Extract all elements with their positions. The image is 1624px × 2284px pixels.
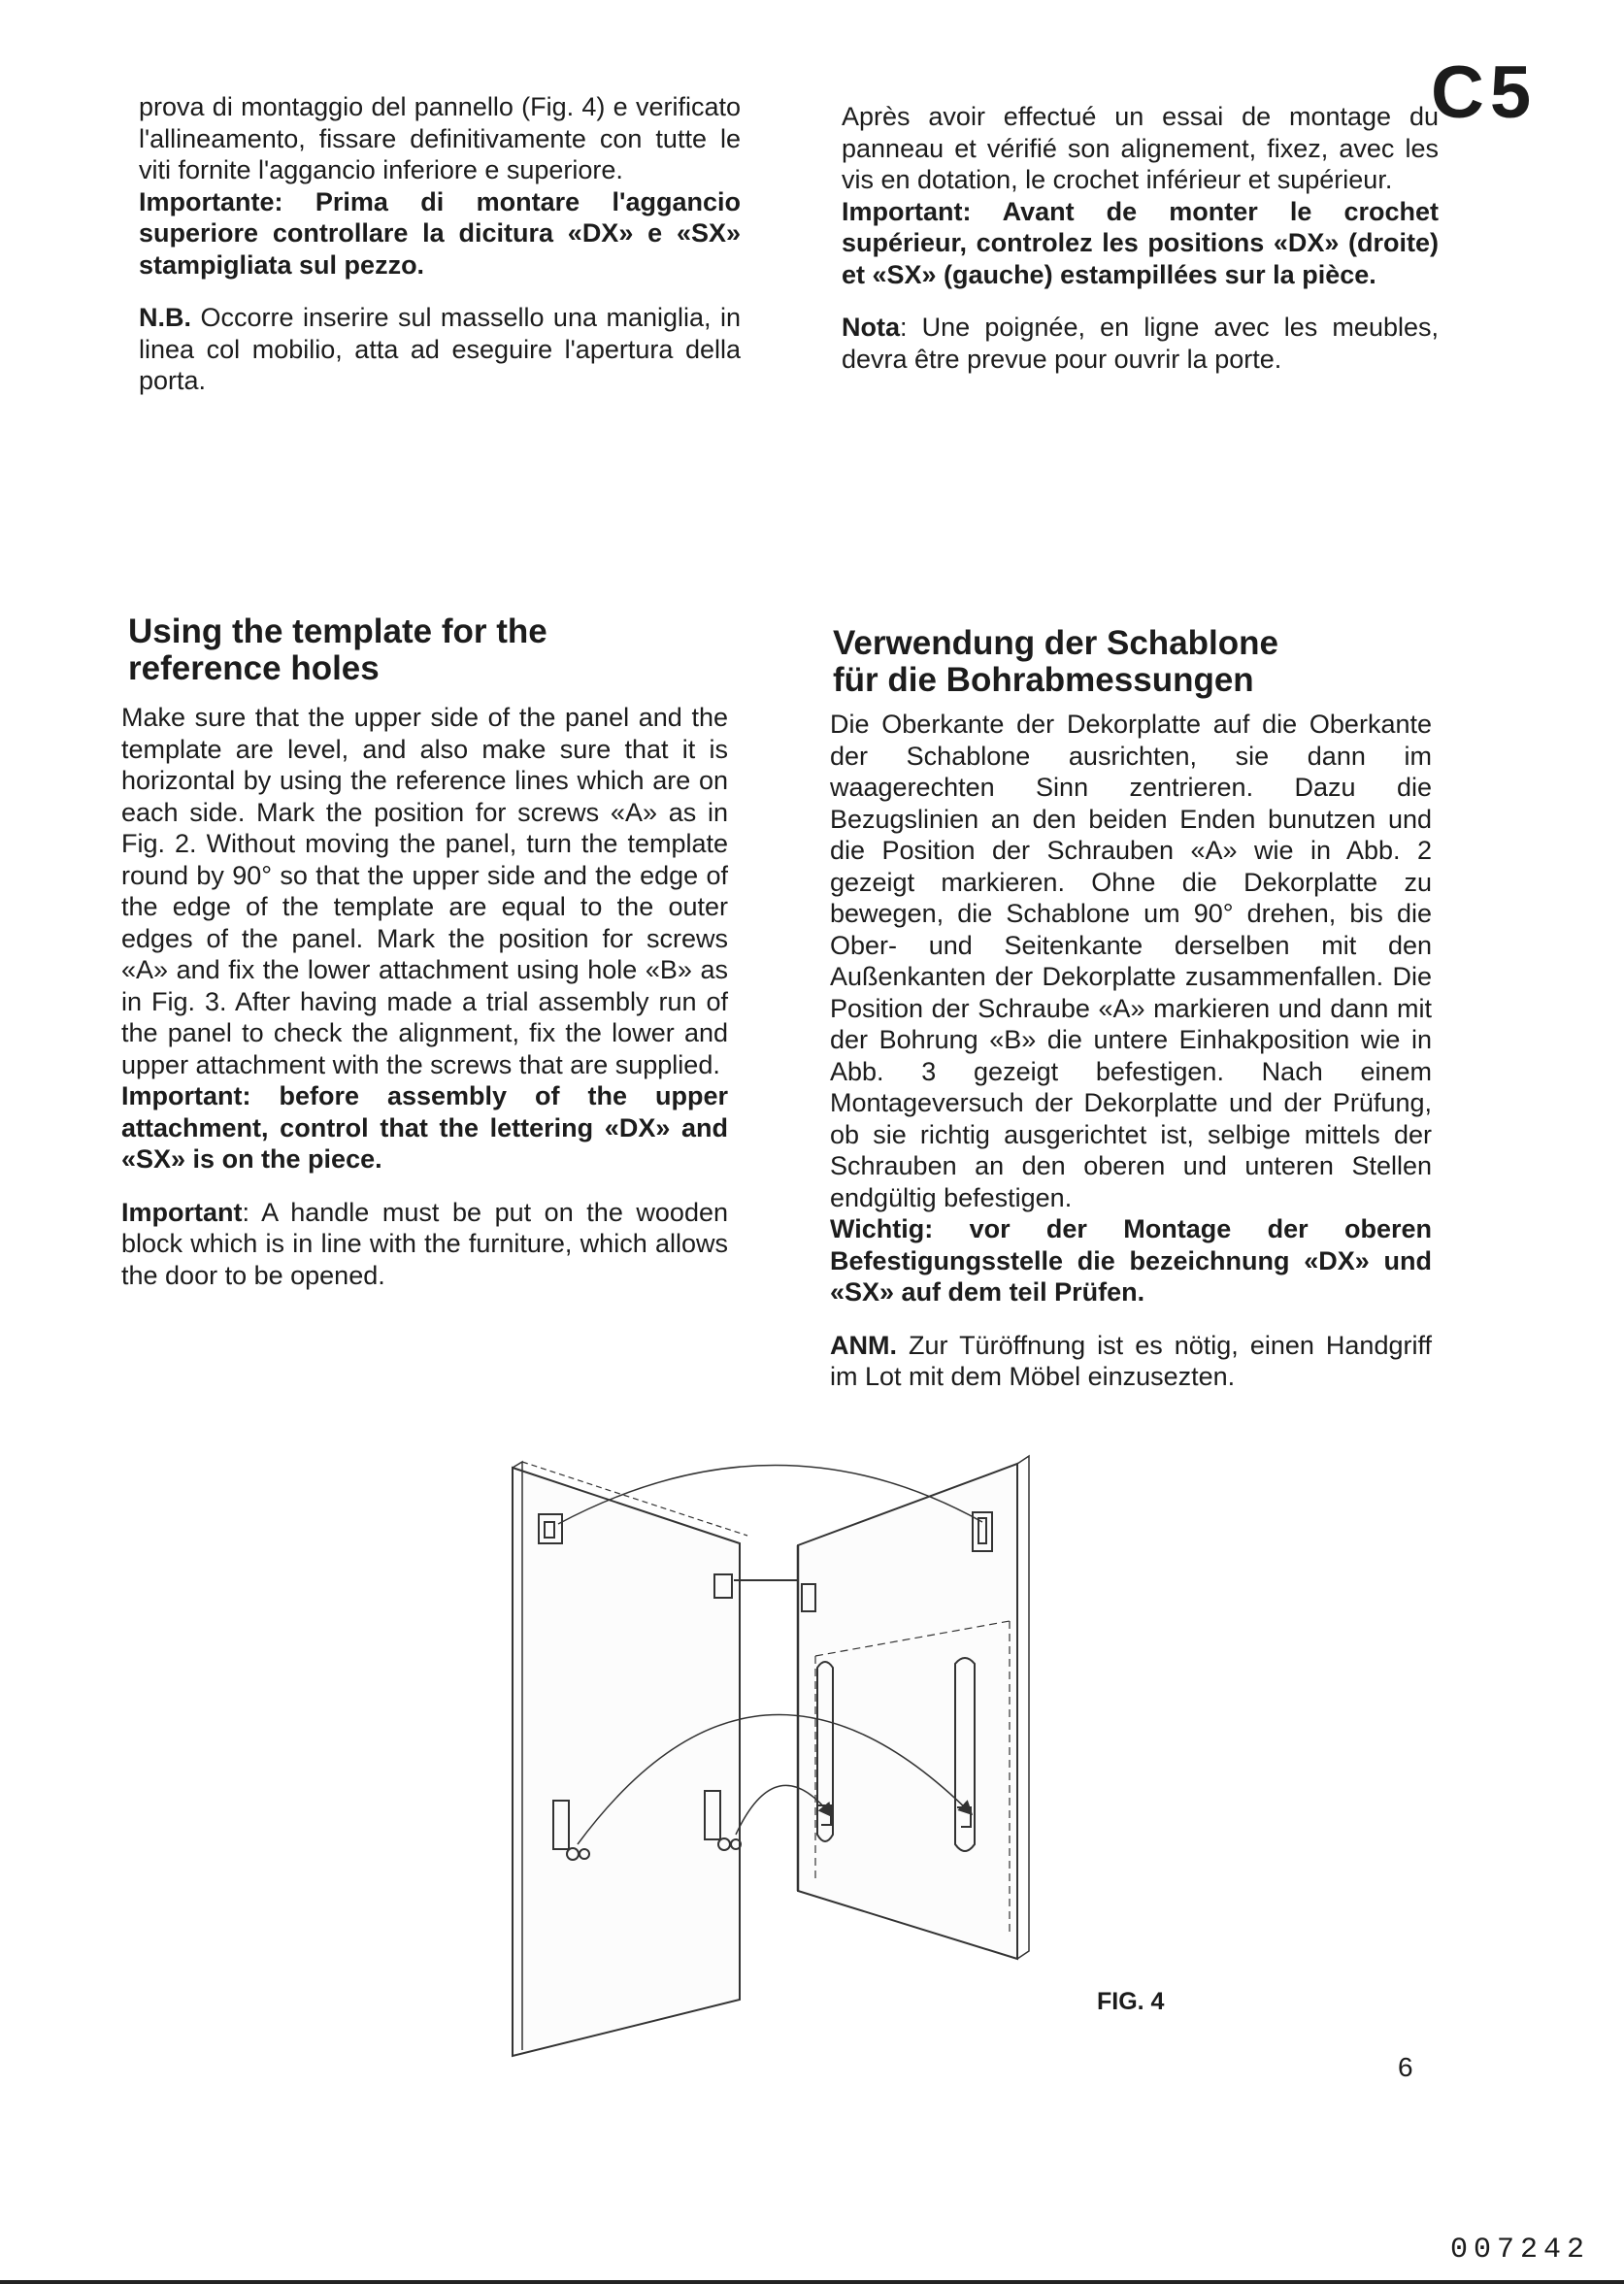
assembly-diagram: [485, 1427, 1068, 2068]
french-note-text: : Une poignée, en ligne avec les meubles, devra être prevue pour ouvrir la porte.: [842, 313, 1439, 374]
english-note: [121, 1197, 728, 1292]
german-title-line1: Verwendung der Schablone: [833, 624, 1278, 662]
italian-section: [139, 91, 741, 397]
french-note: [842, 312, 1439, 375]
page-number: 6: [1398, 2052, 1413, 2082]
italian-important: Importante: Prima di montare l'aggancio superiore controllare la dicitura «DX» e «SX» stampigliata sul pezzo.: [139, 186, 741, 280]
english-important: Important: before assembly of the upper attachment, control that the lettering «DX» and «SX» is on the piece.: [121, 1081, 728, 1174]
english-title: [128, 613, 547, 687]
german-important: Wichtig: vor der Montage der oberen Befestigungsstelle die bezeichnung «DX» und «SX» auf dem teil Prüfen.: [830, 1214, 1432, 1307]
english-title-line2: reference holes: [128, 649, 380, 687]
bottom-rule: [0, 2280, 1624, 2284]
english-note-text: : A handle must be put on the wooden block which is in line with the furniture, which allows the door to be opened.: [121, 1197, 728, 1290]
german-note-text: Zur Türöffnung ist es nötig, einen Handgriff im Lot mit dem Möbel einzusezten.: [830, 1330, 1432, 1391]
left-panel: [513, 1462, 747, 2056]
english-note-label: Important: [121, 1197, 243, 1227]
german-section: [830, 709, 1432, 1393]
german-title-line2: für die Bohrabmessungen: [833, 661, 1254, 699]
italian-note: [139, 302, 741, 397]
german-title: [833, 625, 1278, 699]
english-paragraph: Make sure that the upper side of the panel and the template are level, and also make sure that it is horizontal by using the reference lines which are on each side. Mark the position for screws «A» as in Fig. 2. Without moving the panel, turn the template round by 90° so that the upper side and the edge of the edge of the template are equal to the outer edges of the panel. Mark the position for screws «A» and fix the lower attachment using hole «B» as in Fig. 3. After having made a trial assembly run of the panel to check the alignment, fix the lower and upper attachment with the screws that are supplied.: [121, 703, 728, 1079]
italian-paragraph: prova di montaggio del pannello (Fig. 4) e verificato l'allineamento, fissare definitivamente con tutte le viti fornite l'aggancio inferiore e superiore.: [139, 92, 741, 184]
french-note-label: Nota: [842, 313, 900, 342]
german-note: [830, 1330, 1432, 1393]
document-code: 007242: [1450, 2234, 1591, 2267]
german-note-label: ANM.: [830, 1330, 897, 1360]
italian-note-label: N.B.: [139, 303, 191, 332]
french-paragraph: Après avoir effectué un essai de montage du panneau et vérifié son alignement, fixez, avec les vis en dotation, le crochet inférieur et supérieur.: [842, 102, 1439, 194]
english-section: [121, 702, 728, 1291]
section-code: C5: [1431, 51, 1538, 134]
french-section: [842, 101, 1439, 375]
italian-note-text: Occorre inserire sul massello una maniglia, in linea col mobilio, atta ad eseguire l'apertura della porta.: [139, 303, 741, 395]
english-title-line1: Using the template for the: [128, 612, 547, 650]
french-important: Important: Avant de monter le crochet supérieur, controlez les positions «DX» (droite) et «SX» (gauche) estampillées sur la pièce.: [842, 196, 1439, 289]
figure-label: FIG. 4: [1097, 1988, 1165, 2015]
german-paragraph: Die Oberkante der Dekorplatte auf die Oberkante der Schablone ausrichten, sie dann im waagerechten Sinn zentrieren. Dazu die Bezugslinien an den beiden Enden bunutzen und die Position der Schrauben «A» wie in Abb. 2 gezeigt markieren. Ohne die Dekorplatte zu bewegen, die Schablone um 90° drehen, bis die Ober- und Seitenkante derselben mit den Außenkanten der Dekorplatte zusammenfallen. Die Position der Schraube «A» markieren und dann mit der Bohrung «B» die untere Einhakposition wie in Abb. 3 gezeigt befestigen. Nach einem Montageversuch der Dekorplatte und der Prüfung, ob sie richtig ausgerichtet ist, selbige mittels der Schrauben an den oberen und unteren Stellen endgültig befestigen.: [830, 710, 1432, 1212]
